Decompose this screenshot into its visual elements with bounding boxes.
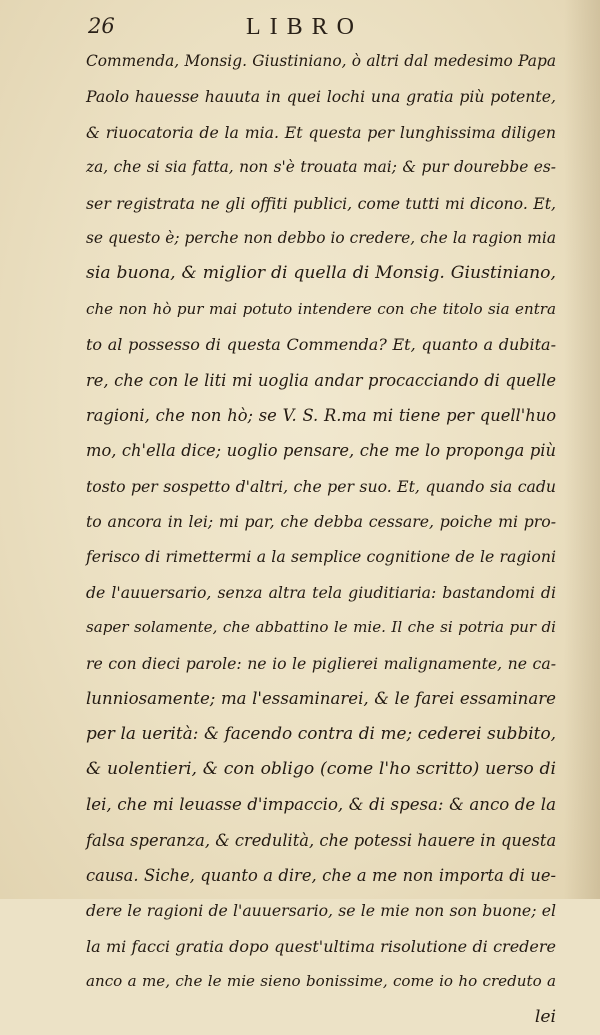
text-line: dere le ragioni de l'auuersario, se le mie non son buone; el <box>86 901 556 921</box>
text-line: sia buona, & miglior di quella di Monsig. Giustiniano, <box>86 263 556 284</box>
text-line: lunniosamente; ma l'essaminarei, & le farei essaminare <box>86 689 556 709</box>
text-line: to al possesso di questa Commenda? Et, quanto a dubita- <box>86 335 556 355</box>
text-line: anco a me, che le mie sieno bonissime, come io ho creduto a <box>86 972 556 991</box>
text-line: saper solamente, che abbattino le mie. Il che si potria pur di <box>86 618 556 637</box>
text-line: re con dieci parole: ne io le piglierei malignamente, ne ca- <box>86 653 556 673</box>
text-line: per la uerità: & facendo contra di me; cederei subbito, <box>86 723 556 744</box>
text-line: ragioni, che non hò; se V. S. R.ma mi tiene per quell'huo <box>86 405 556 425</box>
text-line: lei, che mi leuasse d'impaccio, & di spesa: & anco de la <box>86 795 556 815</box>
text-line: Commenda, Monsig. Giustiniano, ò altri dal medesimo Papa <box>86 52 556 70</box>
text-line: lei <box>534 1006 556 1027</box>
text-line: ser registrata ne gli offiti publici, come tutti mi dicono. Et, <box>86 193 556 213</box>
text-line: Paolo hauesse hauuta in quei lochi una gratia più potente, <box>86 87 556 107</box>
text-line: la mi facci gratia dopo quest'ultima risolutione di credere <box>86 936 556 956</box>
text-line: de l'auuersario, senza altra tela giuditiaria: bastandomi di <box>86 582 556 602</box>
text-line: tosto per sospetto d'altri, che per suo. Et, quando sia cadu <box>86 476 556 496</box>
text-line: se questo è; perche non debbo io credere, che la ragion mia <box>86 228 556 247</box>
text-line: za, che si sia fatta, non s'è trouata mai; & pur dourebbe es- <box>86 158 556 177</box>
text-line: to ancora in lei; mi par, che debba cessare, poiche mi pro- <box>86 512 556 532</box>
text-line: re, che con le liti mi uoglia andar procacciando di quelle <box>86 370 556 390</box>
text-line: falsa speranza, & credulità, che potessi hauere in questa <box>86 830 557 850</box>
text-line: & riuocatoria de la mia. Et questa per lunghissima diligen <box>86 122 556 142</box>
text-line: mo, ch'ella dice; uoglio pensare, che me lo proponga più <box>86 441 556 461</box>
text-line: che non hò pur mai potuto intendere con che titolo sia entra <box>86 299 556 318</box>
text-line: & uolentieri, & con obligo (come l'ho scritto) uerso di <box>86 758 556 779</box>
body-text <box>86 44 556 1035</box>
page-number: 26 <box>88 14 115 38</box>
text-line: ferisco di rimettermi a la semplice cognitione de le ragioni <box>86 547 556 567</box>
text-line: causa. Siche, quanto a dire, che a me non importa di ue- <box>86 865 556 885</box>
running-head: LIBRO <box>246 14 363 40</box>
